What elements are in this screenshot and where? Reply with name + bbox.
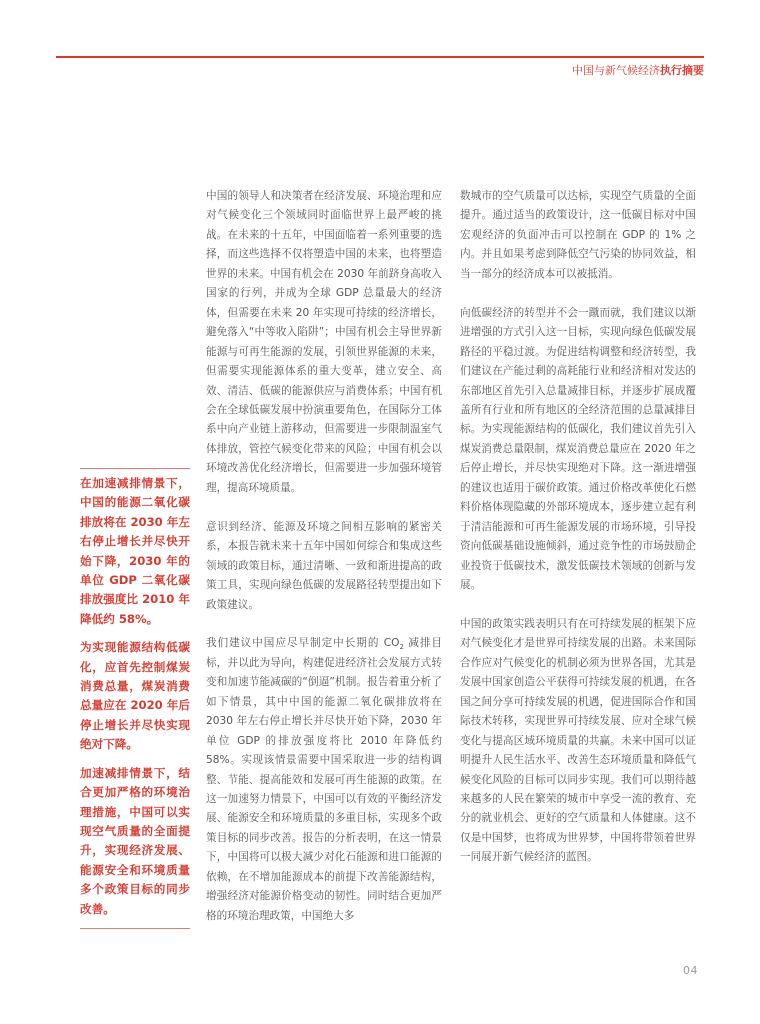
sidebar-bottom-rule	[80, 928, 190, 929]
subscript-2: 2	[399, 643, 404, 652]
running-header	[572, 64, 704, 78]
callout-coal-cap: 为实现能源结构低碳化，应首先控制煤炭消费总量，煤炭消费总量应在 2020 年后停止增长并尽快实现绝对下降。	[80, 640, 190, 752]
page-number: 04	[683, 964, 698, 977]
sidebar-callouts	[80, 468, 190, 929]
callout-emissions-peak: 在加速减排情景下，中国的能源二氧化碳排放将在 2030 年左右停止增长并尽快开始下降，2030 年的单位 GDP 二氧化碳排放强度比 2010 年降低约 58%。	[80, 476, 190, 626]
paragraph-sustainable-development: 中国的政策实践表明只有在可持续发展的框架下应对气候变化才是世界可持续发展的出路。未来国际合作应对气候变化的机制必须为世界各国，尤其是发展中国家创造公平获得可持续发展的机遇，在各国之间分享可持续发展的机遇，促进国际合作和国际技术转移，实现世界可持续发展、应对全球气候变化与提高区域环境质量的共赢。未来中国可以证明提升人民生活水平、改善生态环境质量和降低气候变化风险的目标可以同步实现。我们可以期待越来越多的人民在繁荣的城市中享受一流的教育、充分的就业机会、更好的空气质量和人体健康。这不仅是中国梦，也将成为世界梦，中国将带领着世界一同展开新气候经济的蓝图。	[460, 617, 696, 864]
body-column-left	[206, 187, 442, 946]
paragraph-co2-target: 我们建议中国应尽早制定中长期的 $CO_2$ 减排目标，并以此为导向，构建促进经济社会发展方式转变和加速节能减碳的“倒逼”机制。报告着重分析了如下情景，其中中国的能源二氧化碳排放将在 2030 年左右停止增长并尽快开始下降，2030 年单位 GDP 的排放强度将比 2010 年降低约 58%。实现该情景需要中国采取进一步的结构调整、节能、提高能效和发展可再生能源的政策。在这一加速努力情景下，中国可以有效的平衡经济发展、能源安全和环境质量的多重目标，实现多个政策目标的同步改善。报告的分析表明，在这一情景下，中国将可以极大减少对化石能源和进口能源的依赖，在不增加能源成本的前提下改善能源结构，增强经济对能源价格变动的韧性。同时结合更加严格的环境治理政策，中国绝大多	[206, 637, 442, 922]
paragraph-challenges: 中国的领导人和决策者在经济发展、环境治理和应对气候变化三个领域同时面临世界上最严峻的挑战。在未来的十五年，中国面临着一系列重要的选择，而这些选择不仅将塑造中国的未来，也将塑造世界的未来。中国有机会在 2030 年前跻身高收入国家的行列，并成为全球 GDP 总量最大的经济体，但需要在未来 20 年实现可持续的经济增长，避免落入“中等收入陷阱”；中国有机会主导世界新能源与可再生能源的发展，引领世界能源的未来，但需要实现能源体系的重大变革，建立安全、高效、清洁、低碳的能源供应与消费体系；中国有机会在全球低碳发展中扮演重要角色，在国际分工体系中向产业链上游移动，但需要进一步限制温室气体排放，管控气候变化带来的风险；中国有机会以环境改善优化经济增长，但需要进一步加强环境管理，提高环境质量。	[206, 190, 442, 494]
callout-air-quality: 加速减排情景下，结合更加严格的环境治理措施，中国可以实现空气质量的全面提升，实现经济发展、能源安全和环境质量多个政策目标的同步改善。	[80, 765, 190, 916]
body-column-right	[460, 187, 696, 887]
running-header-section: 执行摘要	[660, 64, 704, 77]
paragraph-air-quality: 数城市的空气质量可以达标，实现空气质量的全面提升。通过适当的政策设计，这一低碳目标对中国宏观经济的负面冲击可以控制在 GDP 的 1% 之内。并且如果考虑到降低空气污染的协同效益，相当一部分的经济成本可以被抵消。	[460, 190, 696, 280]
sidebar-top-rule	[80, 468, 190, 469]
paragraph-gradual-transition: 向低碳经济的转型并不会一蹴而就，我们建议以渐进增强的方式引入这一目标，实现向绿色低碳发展路径的平稳过渡。为促进结构调整和经济转型，我们建议在产能过剩的高耗能行业和经济相对发达的东部地区首先引入总量减排目标，并逐步扩展成覆盖所有行业和所有地区的全经济范围的总量减排目标。为实现能源结构的低碳化，我们建议首先引入煤炭消费总量限制，煤炭消费总量应在 2020 年之后停止增长，并尽快实现绝对下降。这一渐进增强的建议也适用于碳价政策。通过价格改革使化石燃料价格体现隐藏的外部环境成本，逐步建立起有利于清洁能源和可再生能源发展的市场环境，引导投资向低碳基础设施倾斜，通过竞争性的市场鼓励企业投资于低碳技术，激发低碳技术领域的创新与发展。	[460, 306, 696, 592]
paragraph-report-purpose: 意识到经济、能源及环境之间相互影响的紧密关系，本报告就未来十五年中国如何综合和集成这些领域的政策目标，通过清晰、一致和渐进提高的政策工具，实现向绿色低碳的发展路径转型提出如下政策建议。	[206, 520, 442, 611]
header-rule	[56, 56, 704, 58]
running-header-publication: 中国与新气候经济	[572, 64, 660, 77]
